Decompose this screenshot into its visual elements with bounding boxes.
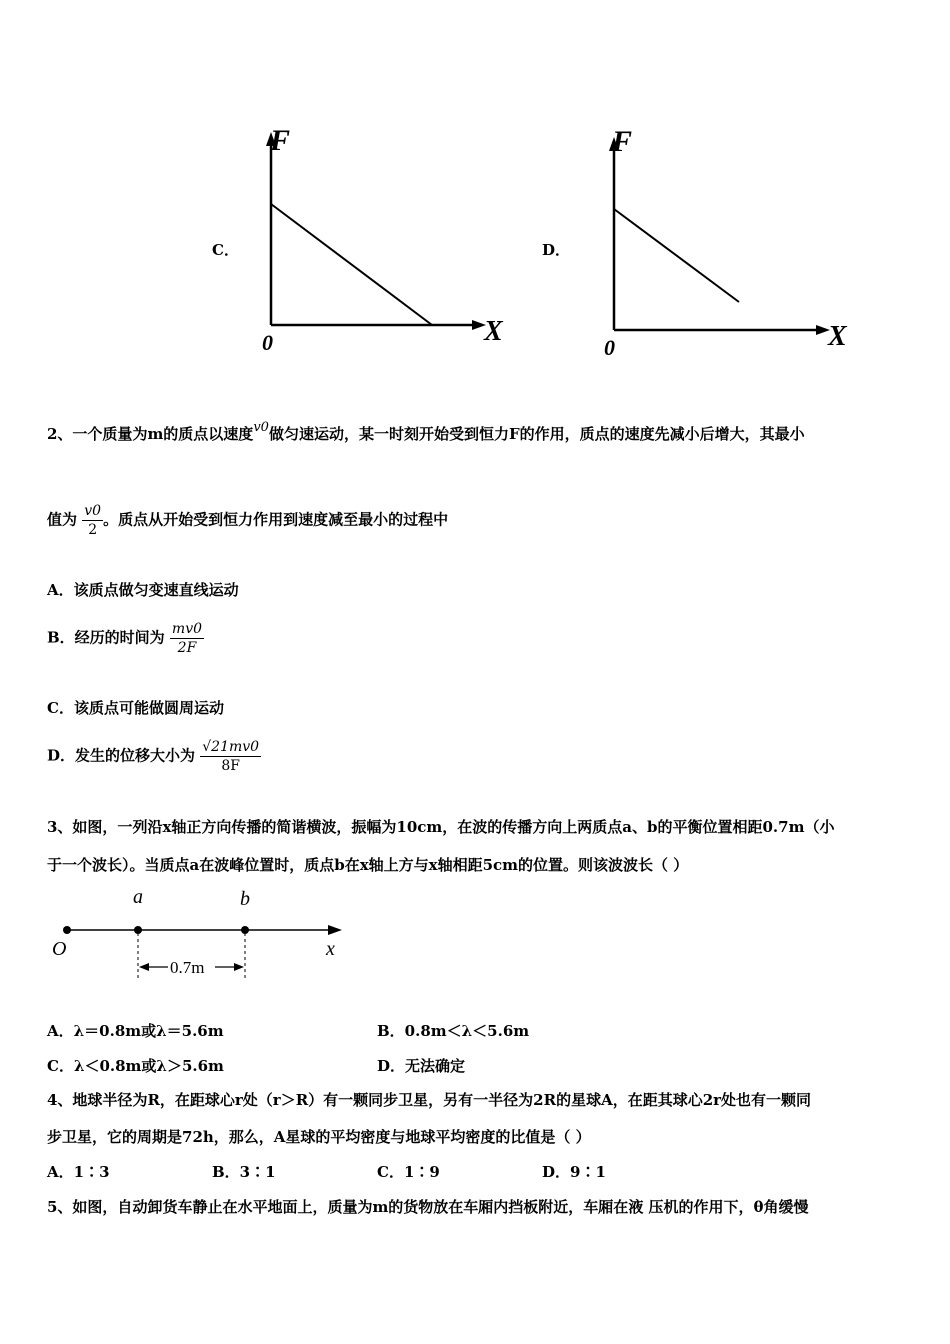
- q3-point-b: [241, 926, 249, 934]
- graph-c-y-label: F: [270, 124, 291, 157]
- q3-option-d: D．无法确定: [377, 1057, 466, 1075]
- q2-option-d-den: 8F: [221, 758, 240, 774]
- q3-label-o: O: [52, 938, 67, 960]
- q3-dim-left-arrow: [139, 963, 149, 971]
- q2-line2: [47, 502, 448, 539]
- q3-label-a: a: [133, 886, 143, 908]
- q4-option-b: B．3∶1: [212, 1163, 276, 1181]
- q2-v0: v0: [253, 420, 269, 435]
- q3-label-x: x: [326, 938, 335, 960]
- q3-dim-right-arrow: [234, 963, 244, 971]
- graph-c-x-label: X: [484, 316, 503, 347]
- q3-wave-figure: [45, 885, 355, 985]
- q3-option-a: A．λ＝0.8m或λ＝5.6m: [47, 1022, 224, 1040]
- q2-option-d-frac: [200, 738, 261, 775]
- q4-option-d: D．9∶1: [542, 1163, 606, 1181]
- q3-label-b: b: [240, 888, 250, 910]
- q2-frac-num: v0: [84, 503, 102, 519]
- q2-option-b-frac: [170, 620, 204, 657]
- graph-c-line: [271, 204, 432, 325]
- option-c-label: C．: [212, 241, 239, 259]
- q2-line1-text: 2、一个质量为m的质点以速度: [47, 425, 254, 443]
- q3-line2: 于一个波长）。当质点a在波峰位置时，质点b在x轴上方与x轴相距5cm的位置。则该波波长（ ）: [47, 856, 689, 874]
- q2-option-d-num: √21mv0: [202, 739, 260, 755]
- graph-d-origin: 0: [604, 335, 615, 360]
- q3-point-a: [134, 926, 142, 934]
- q2-option-b-num: mv0: [171, 621, 203, 637]
- q2-option-d: [47, 738, 261, 775]
- graph-d-x-label: X: [828, 321, 847, 352]
- graph-c-origin: 0: [262, 330, 273, 355]
- graph-d-line: [614, 209, 739, 302]
- q4-option-c: C．1∶9: [377, 1163, 440, 1181]
- q2-line2b: 。质点从开始受到恒力作用到速度减至最小的过程中: [103, 510, 449, 529]
- q3-line1: 3、如图，一列沿x轴正方向传播的简谐横波，振幅为10cm，在波的传播方向上两质点a、b的平衡位置相距0.7m（小: [47, 818, 835, 836]
- q4-line1: 4、地球半径为R，在距球心r处（r＞R）有一颗同步卫星，另有一半径为2R的星球A，在距其球心2r处也有一颗同: [47, 1091, 812, 1109]
- q4-option-a: A．1∶3: [47, 1163, 110, 1181]
- option-d-label: D．: [542, 241, 571, 259]
- q3-point-o: [63, 926, 71, 934]
- q3-dim-label: 0.7m: [170, 958, 205, 977]
- q2-line2a: 值为: [47, 510, 78, 529]
- q3-option-b: B．0.8m＜λ＜5.6m: [377, 1022, 530, 1040]
- q2-option-d-text: D．发生的位移大小为: [47, 746, 196, 765]
- q4-line2: 步卫星，它的周期是72h，那么，A星球的平均密度与地球平均密度的比值是（ ）: [47, 1128, 591, 1146]
- q2-frac-den: 2: [88, 522, 98, 538]
- q2-option-b-text: B．经历的时间为: [47, 628, 165, 647]
- q5-line1: 5、如图，自动卸货车静止在水平地面上，质量为m的货物放在车厢内挡板附近，车厢在液 压机的作用下，θ角缓慢: [47, 1198, 809, 1216]
- q3-x-arrow: [328, 925, 342, 935]
- q2-frac: [82, 502, 103, 539]
- q2-option-a: A．该质点做匀变速直线运动: [47, 581, 239, 599]
- q2-option-c: C．该质点可能做圆周运动: [47, 699, 224, 717]
- graph-d-y-label: F: [612, 125, 633, 158]
- q2-line1b-text: 做匀速运动，某一时刻开始受到恒力F的作用，质点的速度先减小后增大，其最小: [268, 425, 805, 443]
- graph-c: [250, 120, 520, 360]
- q2-option-b-den: 2F: [177, 640, 197, 656]
- q2-line1: [47, 420, 805, 446]
- graph-d: [594, 125, 864, 365]
- q2-option-b: [47, 620, 204, 657]
- q3-option-c: C．λ＜0.8m或λ＞5.6m: [47, 1057, 224, 1075]
